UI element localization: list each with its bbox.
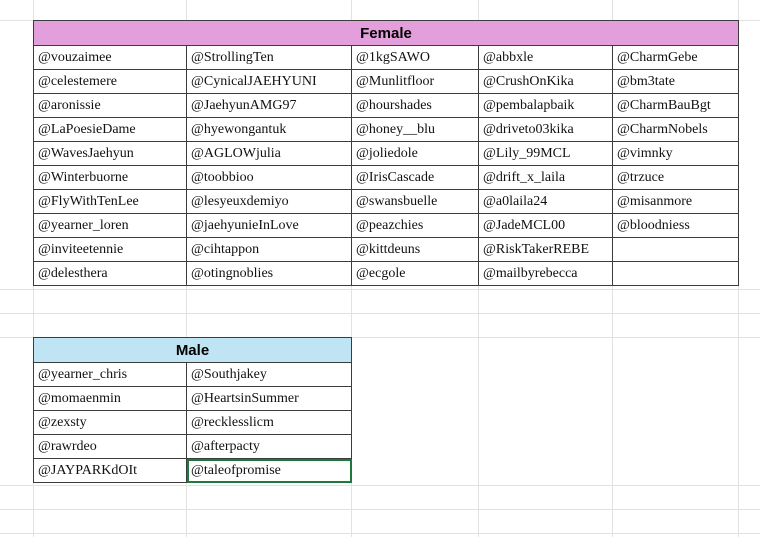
- female-cell[interactable]: @jaehyunieInLove: [187, 214, 352, 238]
- female-cell[interactable]: @AGLOWjulia: [187, 142, 352, 166]
- male-table-row: [34, 435, 352, 459]
- female-cell[interactable]: @inviteetennie: [34, 238, 187, 262]
- male-cell-selected[interactable]: @taleofpromise: [187, 459, 352, 483]
- female-cell[interactable]: @RiskTakerREBE: [479, 238, 613, 262]
- female-cell[interactable]: @CharmBauBgt: [613, 94, 739, 118]
- male-table-row: [34, 387, 352, 411]
- female-cell[interactable]: @StrollingTen: [187, 46, 352, 70]
- female-cell[interactable]: @FlyWithTenLee: [34, 190, 187, 214]
- female-cell[interactable]: @ecgole: [352, 262, 479, 286]
- female-cell[interactable]: @aronissie: [34, 94, 187, 118]
- female-cell[interactable]: @IrisCascade: [352, 166, 479, 190]
- female-cell[interactable]: @a0laila24: [479, 190, 613, 214]
- female-cell[interactable]: @pembalapbaik: [479, 94, 613, 118]
- female-cell[interactable]: @swansbuelle: [352, 190, 479, 214]
- female-cell[interactable]: @yearner_loren: [34, 214, 187, 238]
- female-cell[interactable]: @lesyeuxdemiyo: [187, 190, 352, 214]
- female-table-row: [34, 262, 739, 286]
- female-cell[interactable]: @drift_x_laila: [479, 166, 613, 190]
- female-cell[interactable]: @vouzaimee: [34, 46, 187, 70]
- female-cell[interactable]: @CharmNobels: [613, 118, 739, 142]
- female-cell[interactable]: [613, 262, 739, 286]
- female-cell[interactable]: @bm3tate: [613, 70, 739, 94]
- female-cell[interactable]: [613, 238, 739, 262]
- male-table-row: [34, 459, 352, 483]
- female-cell[interactable]: @delesthera: [34, 262, 187, 286]
- female-cell[interactable]: @JaehyunAMG97: [187, 94, 352, 118]
- female-cell[interactable]: @JadeMCL00: [479, 214, 613, 238]
- female-table-row: [34, 166, 739, 190]
- male-cell[interactable]: @zexsty: [34, 411, 187, 435]
- female-cell[interactable]: @mailbyrebecca: [479, 262, 613, 286]
- female-cell[interactable]: @driveto03kika: [479, 118, 613, 142]
- female-table-row: [34, 142, 739, 166]
- female-cell[interactable]: @joliedole: [352, 142, 479, 166]
- female-table-row: [34, 118, 739, 142]
- female-cell[interactable]: @honey__blu: [352, 118, 479, 142]
- male-cell[interactable]: @momaenmin: [34, 387, 187, 411]
- female-cell[interactable]: @1kgSAWO: [352, 46, 479, 70]
- female-cell[interactable]: @cihtappon: [187, 238, 352, 262]
- male-cell[interactable]: @afterpacty: [187, 435, 352, 459]
- female-cell[interactable]: @hourshades: [352, 94, 479, 118]
- female-cell[interactable]: @bloodniess: [613, 214, 739, 238]
- female-cell[interactable]: @abbxle: [479, 46, 613, 70]
- female-table-row: [34, 46, 739, 70]
- female-header[interactable]: Female: [34, 21, 739, 46]
- male-cell[interactable]: @rawrdeo: [34, 435, 187, 459]
- female-cell[interactable]: @trzuce: [613, 166, 739, 190]
- female-cell[interactable]: @otingnoblies: [187, 262, 352, 286]
- female-table: [33, 20, 739, 286]
- female-cell[interactable]: @toobbioo: [187, 166, 352, 190]
- male-cell[interactable]: @JAYPARKdOIt: [34, 459, 187, 483]
- female-cell[interactable]: @Lily_99MCL: [479, 142, 613, 166]
- male-cell[interactable]: @HeartsinSummer: [187, 387, 352, 411]
- female-cell[interactable]: @vimnky: [613, 142, 739, 166]
- female-cell[interactable]: @CynicalJAEHYUNI: [187, 70, 352, 94]
- male-cell[interactable]: @yearner_chris: [34, 363, 187, 387]
- female-table-row: [34, 214, 739, 238]
- male-table-row: [34, 363, 352, 387]
- female-cell[interactable]: @celestemere: [34, 70, 187, 94]
- female-cell[interactable]: @Munlitfloor: [352, 70, 479, 94]
- male-cell[interactable]: @recklesslicm: [187, 411, 352, 435]
- female-cell[interactable]: @misanmore: [613, 190, 739, 214]
- female-cell[interactable]: @kittdeuns: [352, 238, 479, 262]
- female-cell[interactable]: @CharmGebe: [613, 46, 739, 70]
- female-table-row: [34, 238, 739, 262]
- female-cell[interactable]: @WavesJaehyun: [34, 142, 187, 166]
- male-cell[interactable]: @Southjakey: [187, 363, 352, 387]
- female-table-row: [34, 70, 739, 94]
- female-table-row: [34, 190, 739, 214]
- female-cell[interactable]: @CrushOnKika: [479, 70, 613, 94]
- female-cell[interactable]: @LaPoesieDame: [34, 118, 187, 142]
- male-table-row: [34, 411, 352, 435]
- male-table: [33, 337, 352, 483]
- female-table-row: [34, 94, 739, 118]
- female-cell[interactable]: @Winterbuorne: [34, 166, 187, 190]
- male-header[interactable]: Male: [34, 338, 352, 363]
- female-cell[interactable]: @hyewongantuk: [187, 118, 352, 142]
- female-cell[interactable]: @peazchies: [352, 214, 479, 238]
